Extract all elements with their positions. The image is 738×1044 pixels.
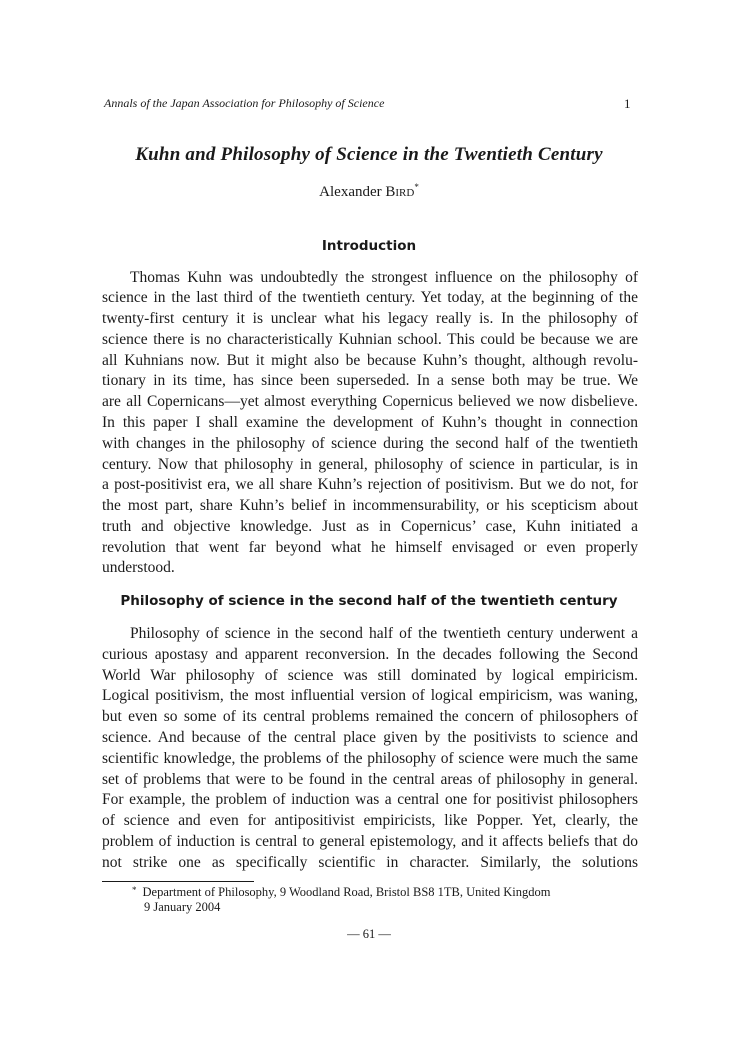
text-line: set of problems that were to be found in the central areas of philosophy in general. <box>102 771 638 788</box>
text-line: a post-positivist era, we all share Kuhn’s rejection of positivism. But we do not, for <box>102 476 638 493</box>
text-line: of science and even for antipositivist empiricists, like Popper. Yet, clearly, the <box>102 812 638 829</box>
author-line <box>0 182 738 201</box>
author-family-name: Bird <box>385 184 415 200</box>
text-line: World War philosophy of science was still dominated by logical empiricism. <box>102 667 638 684</box>
text-line: the most part, share Kuhn’s belief in incommensurability, or his scepticism about <box>102 497 638 514</box>
section-heading-philosophy-of-science: Philosophy of science in the second half of the twentieth century <box>120 593 618 609</box>
text-line: science in the last third of the twentieth century. Yet today, at the beginning of the <box>102 289 638 306</box>
text-line: Philosophy of science in the second half of the twentieth century underwent a <box>130 625 638 642</box>
text-line: not strike one as specifically scientific in character. Similarly, the solutions <box>102 854 638 871</box>
text-line: problem of induction is central to general epistemology, and it affects beliefs that do <box>102 833 638 850</box>
footnote-date: 9 January 2004 <box>144 900 221 914</box>
text-line: with changes in the philosophy of science during the second half of the twentieth <box>102 435 638 452</box>
text-line: all Kuhnians now. But it might also be because Kuhn’s thought, although revolu- <box>102 352 638 369</box>
text-line: but even so some of its central problems remained the concern of philosophers of <box>102 708 638 725</box>
text-line: Logical positivism, the most influential version of logical empiricism, was waning, <box>102 687 638 704</box>
section-heading-introduction: Introduction <box>321 238 417 254</box>
text-line: science there is no characteristically Kuhnian school. This could be because we are <box>102 331 638 348</box>
text-line: understood. <box>102 559 175 576</box>
text-line: scientific knowledge, the problems of the philosophy of science were much the same <box>102 750 638 767</box>
text-line: In this paper I shall examine the development of Kuhn’s thought in connection <box>102 414 638 431</box>
text-line: Thomas Kuhn was undoubtedly the strongest influence on the philosophy of <box>130 269 638 286</box>
text-line: are all Copernicans—yet almost everything Copernicus believed we now disbelieve. <box>102 393 638 410</box>
author-footnote-mark: * <box>414 182 419 192</box>
text-line: For example, the problem of induction was a central one for positivist philosophers <box>102 791 638 808</box>
author-given-name: Alexander <box>319 184 386 200</box>
text-line: century. Now that philosophy in general, philosophy of science in particular, is in <box>102 456 638 473</box>
running-head: Annals of the Japan Association for Philosophy of Science <box>104 96 385 110</box>
text-line: tionary in its time, has since been superseded. In a sense both may be true. We <box>102 372 638 389</box>
footnote-affiliation-text: Department of Philosophy, 9 Woodland Road, Bristol BS8 1TB, United Kingdom <box>142 885 551 899</box>
footer-page-number: — 61 — <box>347 927 391 941</box>
footnote-mark: * <box>132 885 137 895</box>
paper-title: Kuhn and Philosophy of Science in the Twentieth Century <box>135 144 603 165</box>
page-number: 1 <box>624 96 631 111</box>
text-line: revolution that went far beyond what he himself envisaged or even properly <box>102 539 638 556</box>
text-line: curious apostasy and apparent reconversion. In the decades following the Second <box>102 646 638 663</box>
text-line: truth and objective knowledge. Just as in Copernicus’ case, Kuhn initiated a <box>102 518 638 535</box>
text-line: twenty-first century it is unclear what his legacy really is. In the philosophy of <box>102 310 638 327</box>
text-line: science. And because of the central place given by the positivists to science and <box>102 729 638 746</box>
